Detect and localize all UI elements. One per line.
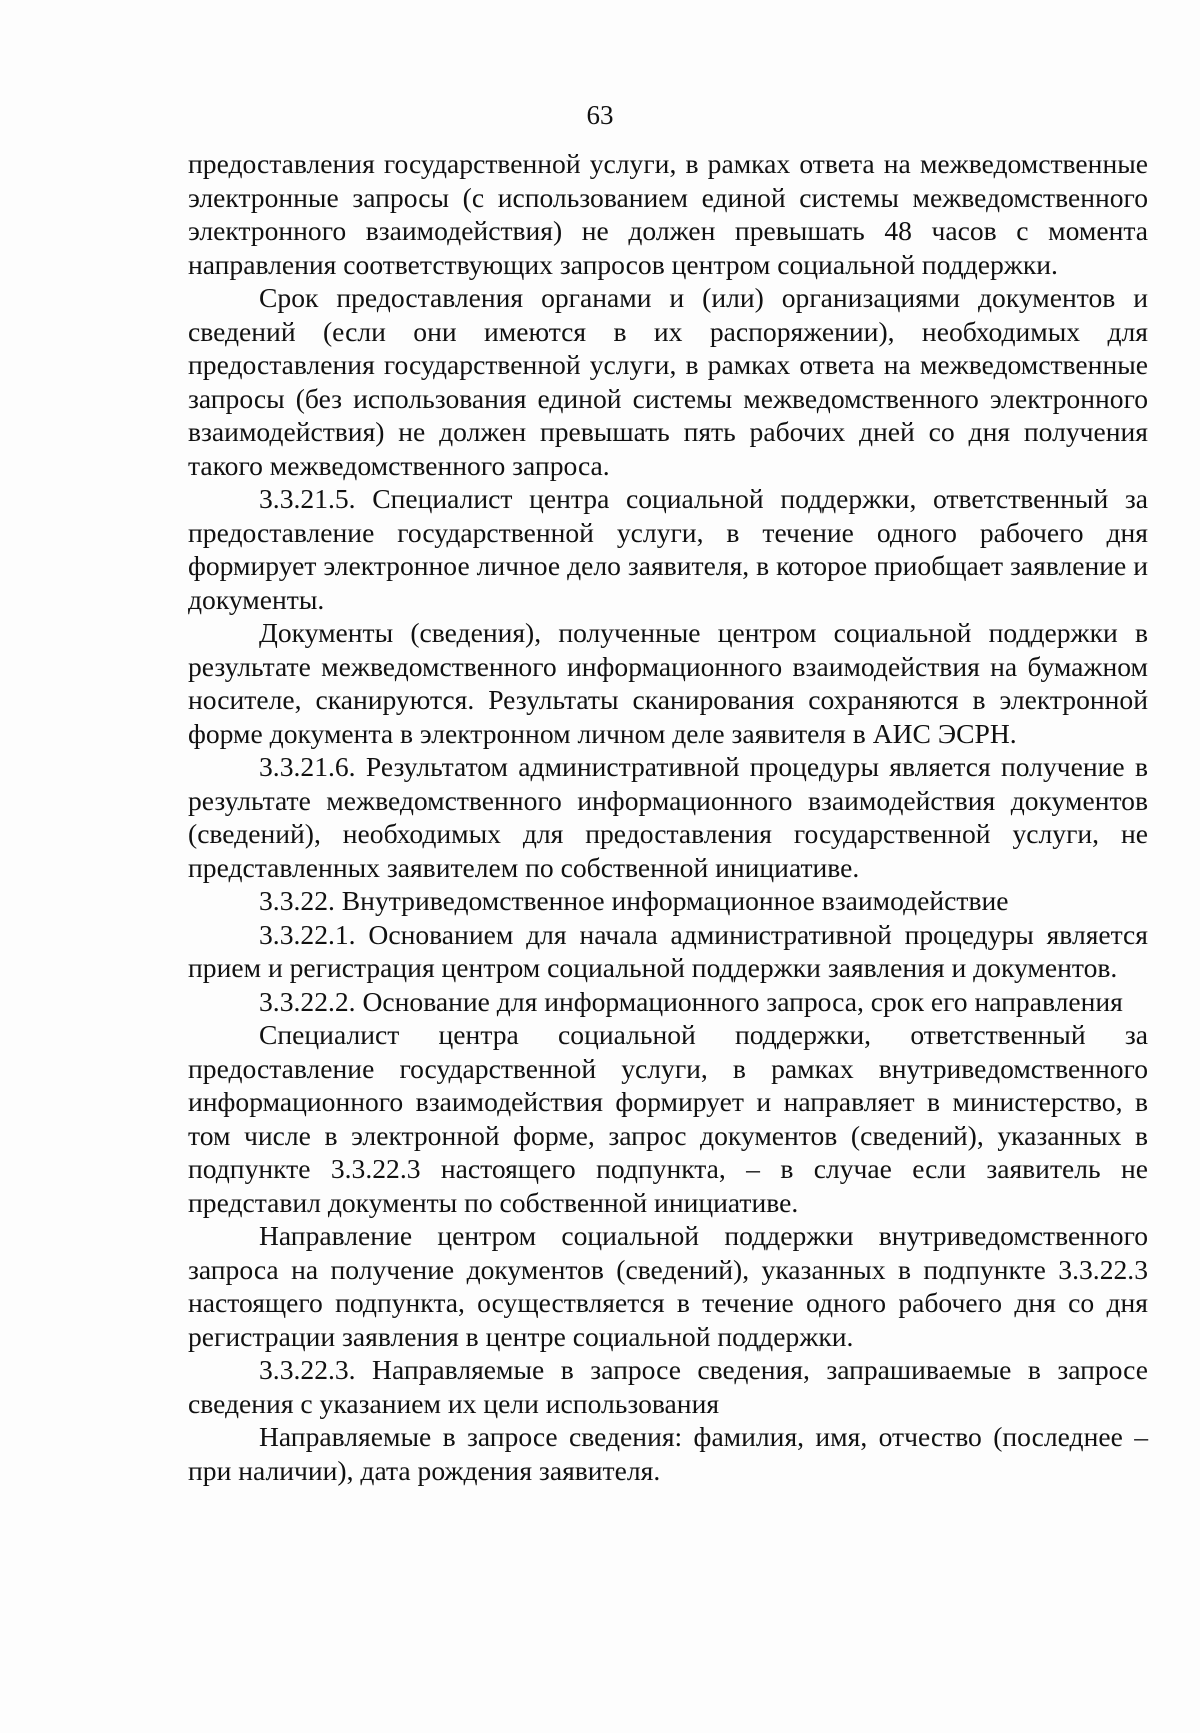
- paragraph-12: Направляемые в запросе сведения: фамилия, имя, отчество (последнее – при наличии), дата рождения заявителя.: [188, 1421, 1148, 1486]
- document-body: [188, 147, 1148, 1487]
- paragraph-1: предоставления государственной услуги, в рамках ответа на межведомственные электронные запросы (с использованием единой системы межведомственного электронного взаимодействия) не должен превышать 48 часов с момента направления соответствующих запросов центром социальной поддержки.: [188, 148, 1148, 280]
- page-number: 63: [586, 100, 614, 130]
- paragraph-9: Специалист центра социальной поддержки, ответственный за предоставление государственной услуги, в рамках внутриведомственного информационного взаимодействия формирует и направляет в министерство, в том числе в электронной форме, запрос документов (сведений), указанных в подпункте 3.3.22.3 настоящего подпункта, – в случае если заявитель не представил документы по собственной инициативе.: [188, 1019, 1148, 1218]
- section-heading-3-3-22: 3.3.22. Внутриведомственное информационное взаимодействие: [259, 885, 1009, 916]
- paragraph-8: 3.3.22.2. Основание для информационного запроса, срок его направления: [259, 985, 1123, 1017]
- paragraph-5: 3.3.21.6. Результатом административной процедуры является получение в результате межведомственного информационного взаимодействия документов (сведений), необходимых для предоставления государственной услуги, не представленных заявителем по собственной инициативе.: [188, 751, 1148, 883]
- paragraph-3: 3.3.21.5. Специалист центра социальной поддержки, ответственный за предоставление государственной услуги, в течение одного рабочего дня формирует электронное личное дело заявителя, в которое приобщает заявление и документы.: [188, 483, 1148, 615]
- paragraph-7: 3.3.22.1. Основанием для начала административной процедуры является прием и регистрация центром социальной поддержки заявления и документов.: [188, 918, 1148, 983]
- paragraph-11: 3.3.22.3. Направляемые в запросе сведения, запрашиваемые в запросе сведения с указанием их цели использования: [188, 1354, 1148, 1419]
- paragraph-2: Срок предоставления органами и (или) организациями документов и сведений (если они имеются в их распоряжении), необходимых для предоставления государственной услуги, в рамках ответа на межведомственные запросы (без использования единой системы межведомственного электронного взаимодействия) не должен превышать пять рабочих дней со дня получения такого межведомственного запроса.: [188, 282, 1148, 481]
- paragraph-10: Направление центром социальной поддержки внутриведомственного запроса на получение документов (сведений), указанных в подпункте 3.3.22.3 настоящего подпункта, осуществляется в течение одного рабочего дня со дня регистрации заявления в центре социальной поддержки.: [188, 1220, 1148, 1352]
- paragraph-4: Документы (сведения), полученные центром социальной поддержки в результате межведомственного информационного взаимодействия на бумажном носителе, сканируются. Результаты сканирования сохраняются в электронной форме документа в электронном личном деле заявителя в АИС ЭСРН.: [188, 617, 1148, 749]
